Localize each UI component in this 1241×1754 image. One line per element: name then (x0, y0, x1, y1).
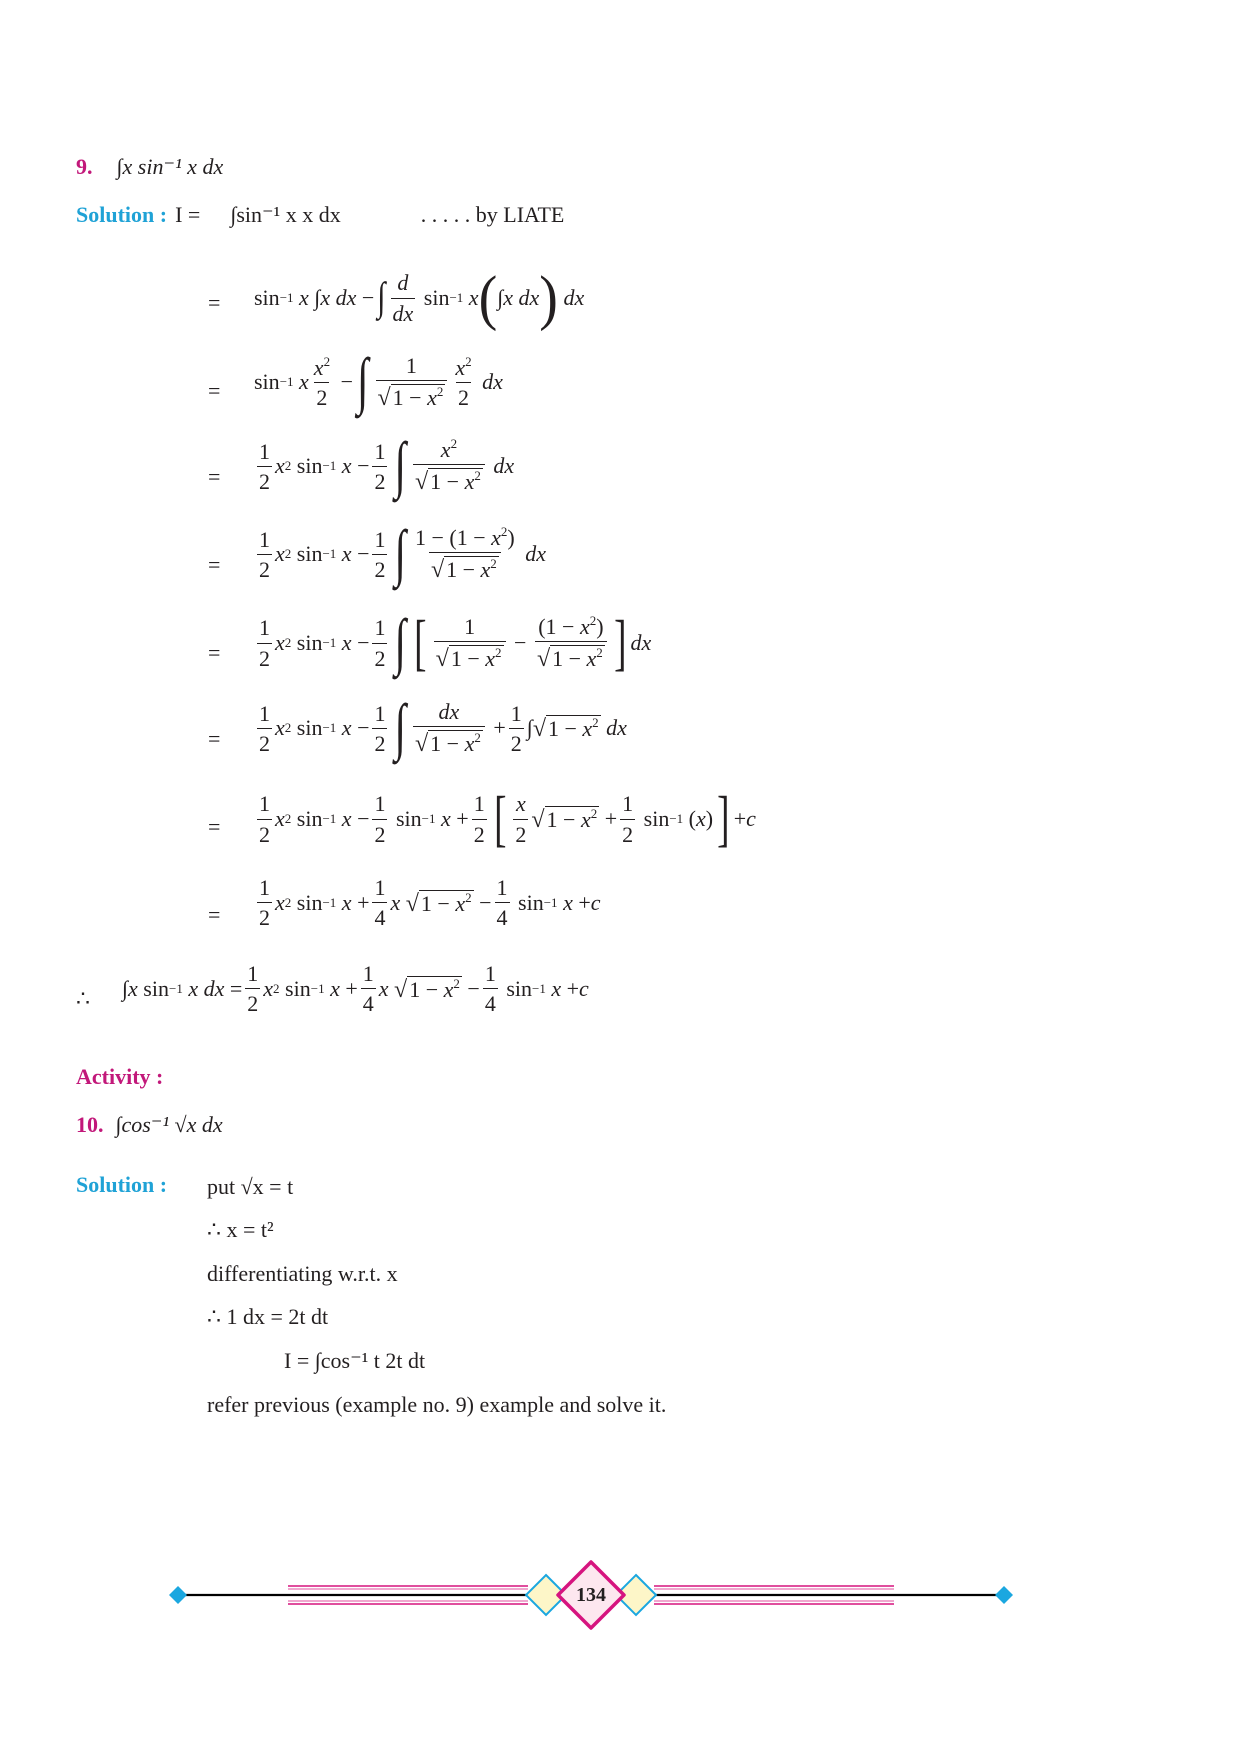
math-step-1: sin −1 x ∫ x dx − ∫ $\frac{d}{dx}$ sin −1 x ( ∫ x dx ) dx (254, 263, 585, 333)
equals-sign: = (208, 378, 221, 403)
equals-sign: = (208, 290, 221, 315)
ex10-step-integral: I = ∫cos⁻¹ t 2t dt (284, 1348, 426, 1373)
example-9-heading (76, 156, 223, 178)
equals-sign: = (208, 902, 221, 927)
example-10-heading (76, 1114, 223, 1136)
solution-label: Solution : (76, 202, 168, 227)
equals-sign: = (208, 640, 221, 665)
solution-line-1 (76, 204, 564, 226)
left-end-diamond (169, 1586, 187, 1604)
example-question: ∫cos⁻¹ √x dx (115, 1112, 223, 1137)
example-number: 9. (76, 154, 93, 179)
math-step-2: sin −1 x $\frac{x^2}{2}$ − ∫ 1 √ $1 - x^2$ $\frac{x^2}{2}$ dx (254, 347, 503, 417)
page-number: 134 (576, 1584, 606, 1606)
page-footer (0, 1555, 1241, 1635)
ex10-step-differentiating: differentiating w.r.t. x (207, 1261, 398, 1286)
footer-ornament (0, 1555, 1241, 1635)
ex10-step-put: put √x = t (207, 1174, 294, 1199)
therefore-symbol: ∴ (76, 986, 90, 1011)
math-step-4: $\frac{1}{2}$ x 2 sin −1 x − $\frac{1}{2}$ ∫ $1 - (1 - x^2)$ √ $1 - x^2$ dx (259, 519, 546, 589)
math-step-3: $\frac{1}{2}$ x 2 sin −1 x − $\frac{1}{2}$ ∫ $x^2$ √ $1 - x^2$ dx (259, 431, 515, 501)
math-conclusion: ∫ x sin −1 x dx = $\frac{1}{2}$ x 2 sin −1 x + $\frac{1}{4}$ x √ $1 - x^2$ − $\frac{1}{4}$ sin −1 x + c (122, 961, 589, 1017)
math-step-8: $\frac{1}{2}$ x 2 sin −1 x + $\frac{1}{4}$ x √ $1 - x^2$ − $\frac{1}{4}$ sin −1 x + c (259, 875, 601, 931)
equals-sign: = (208, 814, 221, 839)
math-step-6: $\frac{1}{2}$ x 2 sin −1 x − $\frac{1}{2}$ ∫ dx √ $1 - x^2$ + $\frac{1}{2}$ ∫ √ $1 - x^2$ dx (259, 693, 627, 763)
example-number: 10. (76, 1112, 104, 1137)
conclusion-therefore (76, 988, 90, 1010)
math-step-7: $\frac{1}{2}$ x 2 sin −1 x − $\frac{1}{2}$ sin −1 x + $\frac{1}{2}$ [ $\frac{x}{2}$ √ $1 - x^2$ + $\frac{1}{2}$ sin −1 ( x ) ] + c (259, 785, 756, 853)
equals-sign: = (208, 464, 221, 489)
right-end-diamond (995, 1586, 1013, 1604)
equals-sign: = (208, 552, 221, 577)
lhs-I: I = (175, 202, 201, 227)
solution-label: Solution : (76, 1172, 168, 1197)
ex10-solution-label-row (76, 1174, 167, 1196)
activity-heading (76, 1066, 163, 1088)
ex10-step-x-equals: ∴ x = t² (207, 1217, 274, 1242)
liate-note: . . . . . by LIATE (420, 202, 565, 227)
ex10-step-refer: refer previous (example no. 9) example and solve it. (207, 1392, 667, 1417)
math-step-5: $\frac{1}{2}$ x 2 sin −1 x − $\frac{1}{2}$ ∫ [ 1 √ $1 - x^2$ − $(1 - x^2)$ √ $1 - x^2$ ] dx (259, 608, 652, 678)
activity-label: Activity : (76, 1064, 164, 1089)
first-integral: ∫sin⁻¹ x x dx (230, 202, 341, 227)
example-question: ∫x sin⁻¹ x dx (116, 154, 224, 179)
equals-sign: = (208, 726, 221, 751)
ex10-step-dx: ∴ 1 dx = 2t dt (207, 1304, 329, 1329)
